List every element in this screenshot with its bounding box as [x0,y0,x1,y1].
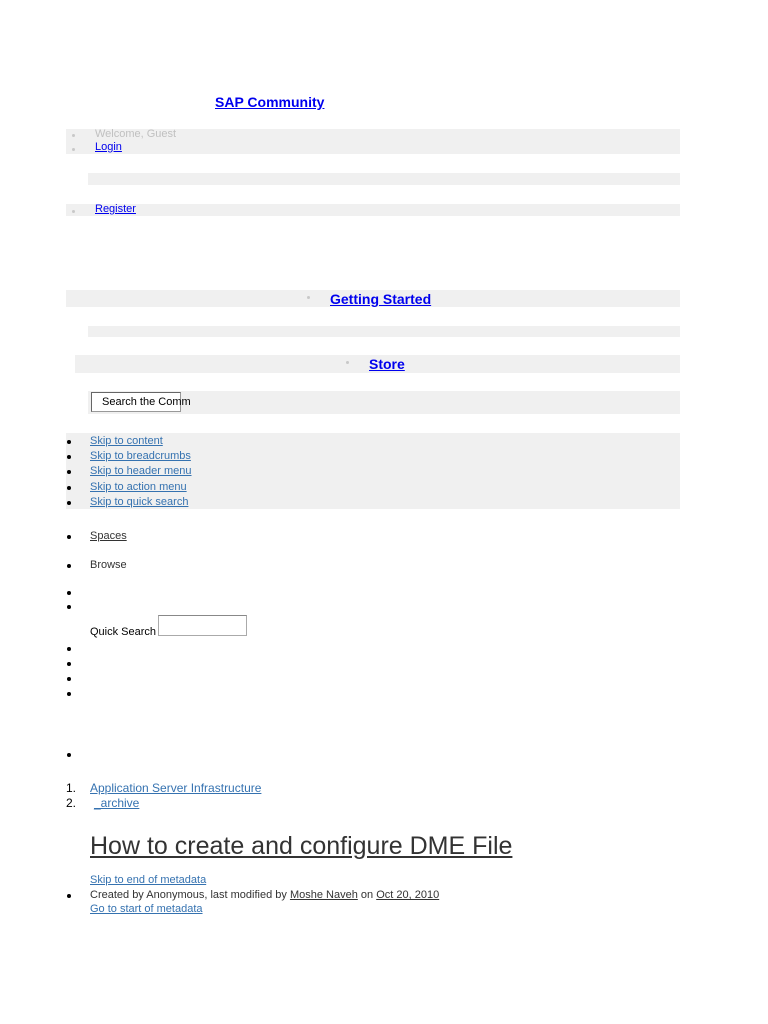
bullet-icon [67,501,71,505]
skip-to-end-of-metadata-link[interactable]: Skip to end of metadata [90,874,207,886]
bullet-icon [67,647,71,651]
bullet-icon [67,692,71,696]
spaces-link[interactable]: Spaces [90,530,127,542]
bullet-icon [346,361,349,364]
bullet-icon [72,134,75,137]
bullet-icon [67,440,71,444]
divider-bar [88,326,680,337]
skip-to-action-menu-link[interactable]: Skip to action menu [90,481,187,493]
sap-community-link[interactable]: SAP Community [215,94,325,110]
breadcrumb-archive[interactable]: _archive [94,796,140,810]
bullet-icon [67,591,71,595]
divider-bar [88,173,680,185]
register-bar [66,204,680,216]
skip-to-header-menu-link[interactable]: Skip to header menu [90,465,192,477]
community-search-input[interactable]: Search the Comm [91,392,181,412]
breadcrumb-application-server-infrastructure[interactable]: Application Server Infrastructure [90,781,262,795]
bullet-icon [67,753,71,757]
quick-search-label: Quick Search [90,626,157,638]
created-by-text: Created by Anonymous, last modified by [90,889,287,901]
quick-search-input[interactable] [158,615,247,636]
bullet-icon [67,535,71,539]
bullet-icon [67,455,71,459]
go-to-start-of-metadata-link[interactable]: Go to start of metadata [90,903,203,915]
bullet-icon [67,486,71,490]
login-link[interactable]: Login [95,141,122,153]
bullet-icon [67,662,71,666]
bullet-icon [67,894,71,898]
modified-by-link[interactable]: Moshe Naveh [289,889,358,901]
bullet-icon [67,605,71,609]
bullet-icon [67,677,71,681]
store-link[interactable]: Store [369,356,405,372]
skip-to-quick-search-link[interactable]: Skip to quick search [90,496,189,508]
page-title[interactable]: How to create and configure DME File [90,832,513,860]
bullet-icon [72,148,75,151]
bullet-icon [67,470,71,474]
breadcrumb-number: 2. [66,796,77,810]
bullet-icon [72,210,75,213]
register-link[interactable]: Register [95,203,136,215]
getting-started-link[interactable]: Getting Started [330,291,432,307]
modified-date-link[interactable]: Oct 20, 2010 [376,889,440,901]
bullet-icon [307,296,310,299]
breadcrumb-number: 1. [66,781,77,795]
browse-menu[interactable]: Browse [90,559,127,571]
welcome-text: Welcome, Guest [95,128,177,140]
bullet-icon [67,564,71,568]
skip-to-content-link[interactable]: Skip to content [90,435,163,447]
on-text: on [360,889,374,901]
skip-to-breadcrumbs-link[interactable]: Skip to breadcrumbs [90,450,191,462]
page-metadata [90,889,439,902]
